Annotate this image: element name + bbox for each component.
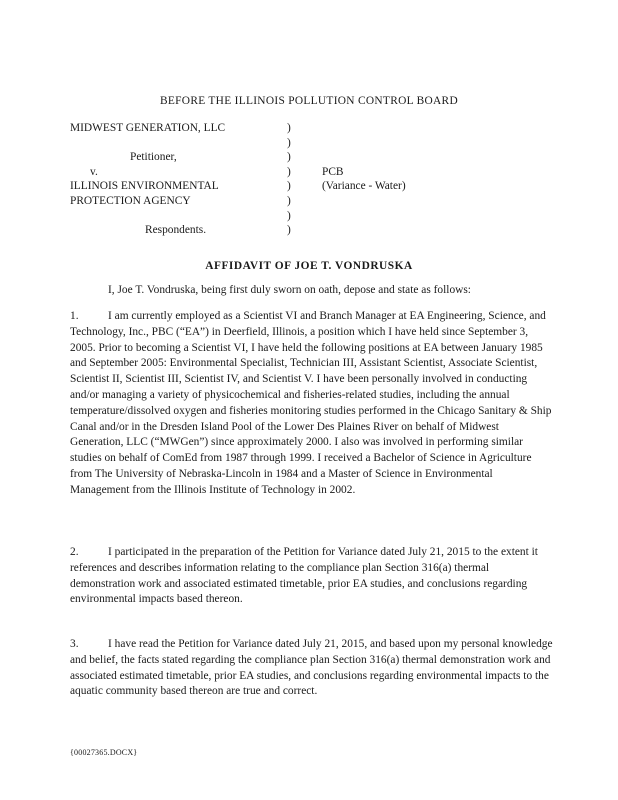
paragraph-number: 3. — [70, 638, 79, 650]
respondent-name-line2: PROTECTION AGENCY — [70, 194, 191, 207]
footer-document-id: {00027365.DOCX} — [70, 748, 138, 757]
caption-paren: ) — [287, 165, 291, 178]
caption-paren: ) — [287, 122, 291, 134]
paragraph-text: I participated in the preparation of the Petition for Variance dated July 21, 2015 to the extent it references and describes information relating to the compliance plan Section 316(a) thermal demonstration work and associated estimated timetable, prior EA studies, and conclusions regarding environmental impacts based thereon. — [70, 546, 538, 606]
caption-row — [70, 136, 550, 151]
paragraph-1 — [70, 309, 554, 499]
caption-row — [70, 194, 550, 209]
case-type-label: (Variance - Water) — [322, 180, 406, 193]
paragraph-3 — [70, 637, 554, 700]
paragraph-text: I am currently employed as a Scientist VI and Branch Manager at EA Engineering, Science, and Technology, Inc., PBC (“EA”) in Deerfield, Illinois, a position which I have held since September 3, 2005. Prior to becoming a Scientist VI, I have held the following positions at EA between January 1985 and September 2005: Environmental Specialist, Technician III, Assistant Scientist, Associate Scientist, Scientist II, Scientist III, Scientist IV, and Scientist V. I have been personally involved in conducting and/or managing a variety of physicochemical and fisheries-related studies, including the annual temperature/dissolved oxygen and fisheries monitoring studies performed in the Chicago Sanitary & Ship Canal and/or in the Dresden Island Pool of the Lower Des Plaines River on behalf of Midwest Generation, LLC (“MWGen”) since approximately 2000. I also was involved in performing similar studies on behalf of ComEd from 1987 through 1999. I received a Bachelor of Science in Agriculture from The University of Nebraska-Lincoln in 1984 and a Master of Science in Environmental Management from the Illinois Institute of Technology in 2002. — [70, 310, 552, 496]
affidavit-intro: I, Joe T. Vondruska, being first duly sworn on oath, depose and state as follows: — [108, 284, 471, 296]
paragraph-text: I have read the Petition for Variance dated July 21, 2015, and based upon my personal knowledge and belief, the facts stated regarding the compliance plan Section 316(a) thermal demonstration work and associated estimated timetable, prior EA studies, and conclusions regarding environmental impacts to the aquatic community based thereon are true and correct. — [70, 638, 553, 698]
caption-row — [70, 223, 550, 238]
caption-paren: ) — [287, 151, 291, 164]
caption-row — [70, 121, 550, 136]
paragraph-2 — [70, 545, 554, 608]
affidavit-title: AFFIDAVIT OF JOE T. VONDRUSKA — [205, 260, 413, 272]
caption-paren: ) — [287, 209, 291, 222]
caption-row — [70, 209, 550, 224]
caption-row — [70, 150, 550, 165]
petitioner-name: MIDWEST GENERATION, LLC — [70, 122, 226, 134]
paragraph-number: 2. — [70, 546, 79, 558]
caption-row — [70, 165, 550, 180]
caption-paren: ) — [287, 194, 291, 207]
caption-paren: ) — [287, 136, 291, 149]
caption-row — [70, 179, 550, 194]
respondents-label: Respondents. — [145, 224, 207, 237]
board-title: BEFORE THE ILLINOIS POLLUTION CONTROL BOARD — [160, 95, 458, 107]
case-caption — [70, 121, 550, 238]
petitioner-label: Petitioner, — [130, 151, 177, 164]
versus-label: v. — [90, 165, 98, 178]
case-number-label: PCB — [322, 165, 344, 178]
caption-paren: ) — [287, 180, 291, 193]
paragraph-number: 1. — [70, 310, 79, 322]
caption-paren: ) — [287, 224, 291, 237]
respondent-name-line1: ILLINOIS ENVIRONMENTAL — [70, 180, 219, 193]
